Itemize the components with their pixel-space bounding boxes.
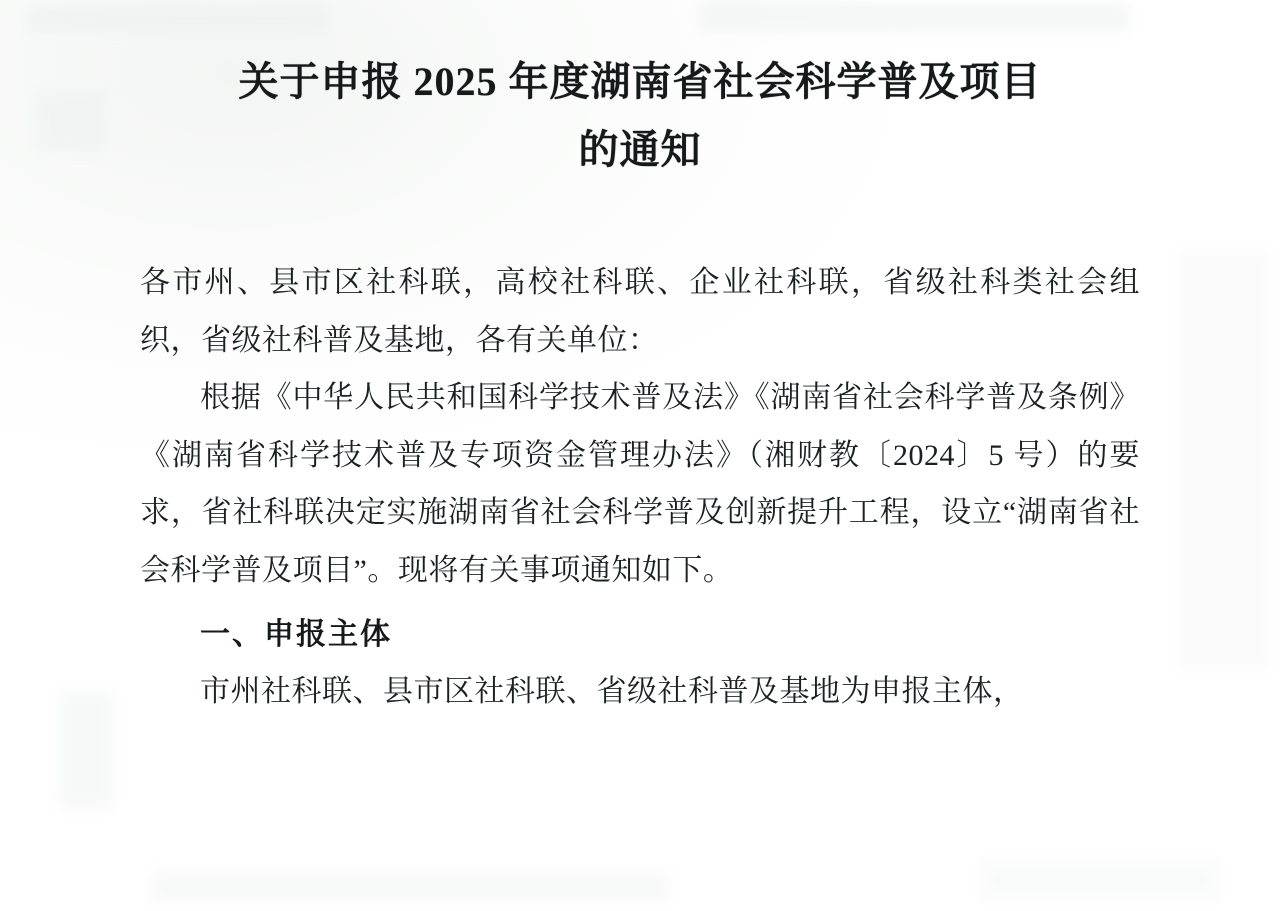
document-title-line-1: 关于申报 2025 年度湖南省社会科学普及项目: [238, 59, 1042, 104]
document-title-line-2: 的通知: [578, 127, 702, 172]
page-title: [140, 0, 1140, 184]
page-bottom-fade: [0, 903, 1280, 911]
section-heading-1: 一、申报主体: [200, 617, 392, 651]
addressee-paragraph: 各市州、县市区社科联，高校社科联、企业社科联，省级社科类社会组织，省级社科普及基地，各有关单位：: [140, 266, 1140, 357]
section-1-paragraph-1: 市州社科联、县市区社科联、省级社科普及基地为申报主体，: [200, 675, 1024, 709]
scan-artifact: [150, 870, 670, 904]
scan-artifact: [980, 860, 1220, 900]
document-text-block: [140, 254, 1140, 721]
basis-paragraph: 根据《中华人民共和国科学技术普及法》《湖南省社会科学普及条例》《湖南省科学技术普及专项资金管理办法》（湘财教〔2024〕5 号）的要求，省社科联决定实施湖南省社会科学普及创新提升工程，设立“湖南省社会科学普及项目”。现将有关事项通知如下。: [140, 381, 1140, 587]
